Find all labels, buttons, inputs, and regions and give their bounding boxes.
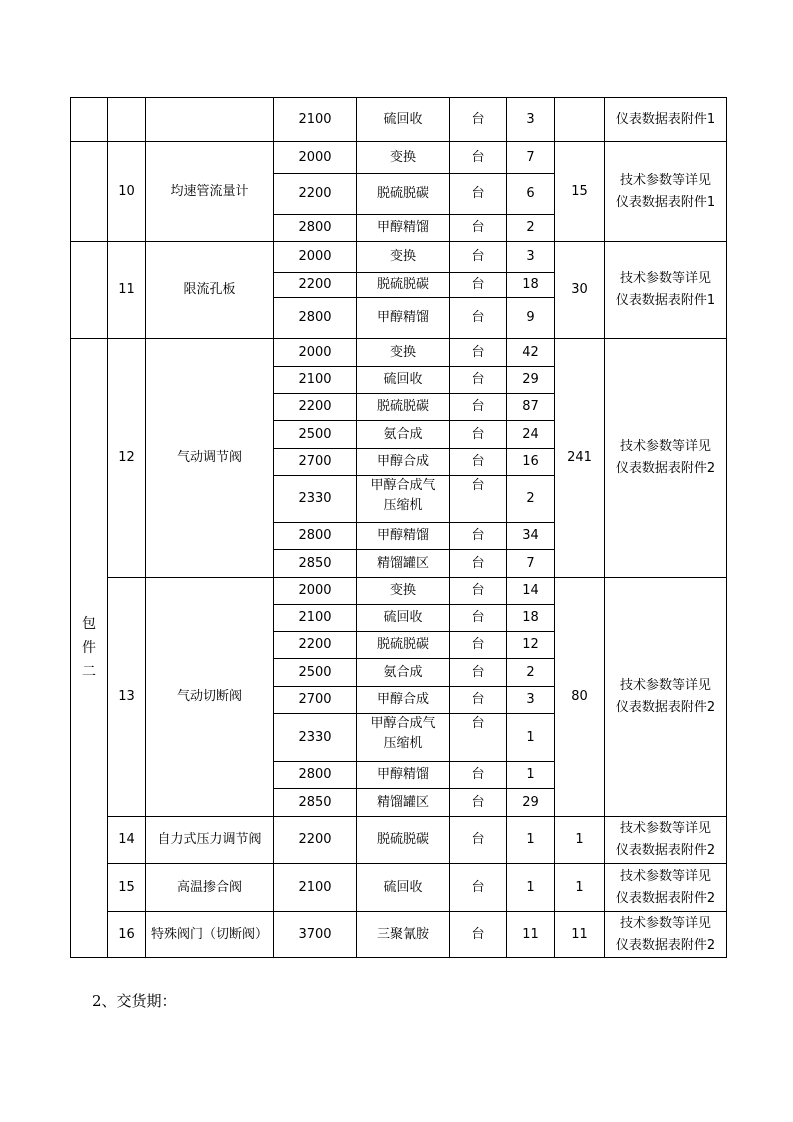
remark: 技术参数等详见 仪表数据表附件1 — [605, 242, 727, 339]
quantity: 29 — [507, 367, 555, 394]
unit-code: 2000 — [274, 242, 357, 273]
unit-name: 变换 — [357, 242, 450, 273]
unit-code: 2200 — [274, 632, 357, 659]
unit-name: 氨合成 — [357, 659, 450, 687]
item-name: 气动切断阀 — [146, 578, 274, 817]
unit-code: 2800 — [274, 215, 357, 242]
unit-name: 脱硫脱碳 — [357, 273, 450, 298]
unit-code: 2000 — [274, 339, 357, 367]
remark: 技术参数等详见 仪表数据表附件2 — [605, 339, 727, 578]
measure-unit: 台 — [450, 339, 507, 367]
unit-name: 甲醇合成气 压缩机 — [357, 714, 450, 762]
quantity: 29 — [507, 789, 555, 817]
unit-code: 2100 — [274, 605, 357, 632]
measure-unit: 台 — [450, 215, 507, 242]
unit-code: 2200 — [274, 273, 357, 298]
unit-name: 甲醇精馏 — [357, 523, 450, 550]
measure-unit: 台 — [450, 523, 507, 550]
measure-unit: 台 — [450, 394, 507, 421]
unit-name: 三聚氰胺 — [357, 912, 450, 958]
total-quantity: 11 — [555, 912, 605, 958]
remark: 技术参数等详见 仪表数据表附件2 — [605, 864, 727, 912]
quantity: 2 — [507, 215, 555, 242]
unit-name: 精馏罐区 — [357, 789, 450, 817]
package-cell-blank — [71, 98, 108, 142]
unit-name: 氨合成 — [357, 421, 450, 449]
unit-name: 甲醇精馏 — [357, 762, 450, 789]
quantity: 2 — [507, 659, 555, 687]
item-number: 12 — [108, 339, 146, 578]
unit-code: 3700 — [274, 912, 357, 958]
unit-code: 2700 — [274, 449, 357, 476]
quantity: 1 — [507, 762, 555, 789]
unit-name: 甲醇合成 — [357, 687, 450, 714]
quantity: 12 — [507, 632, 555, 659]
unit-code: 2700 — [274, 687, 357, 714]
unit-code: 2100 — [274, 367, 357, 394]
unit-name: 变换 — [357, 142, 450, 174]
remark: 技术参数等详见 仪表数据表附件2 — [605, 578, 727, 817]
measure-unit: 台 — [450, 864, 507, 912]
table-row — [71, 142, 727, 174]
unit-code: 2800 — [274, 762, 357, 789]
quantity: 34 — [507, 523, 555, 550]
quantity: 7 — [507, 142, 555, 174]
table-row — [71, 817, 727, 864]
item-name: 气动调节阀 — [146, 339, 274, 578]
unit-name: 甲醇精馏 — [357, 298, 450, 339]
measure-unit: 台 — [450, 449, 507, 476]
measure-unit: 台 — [450, 912, 507, 958]
quantity: 1 — [507, 714, 555, 762]
measure-unit: 台 — [450, 298, 507, 339]
unit-name: 精馏罐区 — [357, 550, 450, 578]
measure-unit: 台 — [450, 762, 507, 789]
measure-unit: 台 — [450, 367, 507, 394]
item-number: 10 — [108, 142, 146, 242]
table-row — [71, 242, 727, 273]
table-row — [71, 98, 727, 142]
unit-code: 2200 — [274, 174, 357, 215]
quantity: 3 — [507, 242, 555, 273]
total-quantity — [555, 98, 605, 142]
measure-unit: 台 — [450, 476, 507, 523]
unit-name: 变换 — [357, 339, 450, 367]
measure-unit: 台 — [450, 659, 507, 687]
total-quantity: 15 — [555, 142, 605, 242]
quantity: 87 — [507, 394, 555, 421]
measure-unit: 台 — [450, 174, 507, 215]
unit-code: 2800 — [274, 298, 357, 339]
unit-name: 脱硫脱碳 — [357, 394, 450, 421]
item-name: 限流孔板 — [146, 242, 274, 339]
unit-name: 甲醇合成气 压缩机 — [357, 476, 450, 523]
measure-unit: 台 — [450, 578, 507, 605]
measure-unit: 台 — [450, 550, 507, 578]
measure-unit: 台 — [450, 98, 507, 142]
unit-name: 甲醇合成 — [357, 449, 450, 476]
item-name: 均速管流量计 — [146, 142, 274, 242]
measure-unit: 台 — [450, 605, 507, 632]
equipment-table — [70, 97, 727, 958]
unit-code: 2200 — [274, 817, 357, 864]
quantity: 24 — [507, 421, 555, 449]
item-name: 自力式压力调节阀 — [146, 817, 274, 864]
unit-name: 硫回收 — [357, 98, 450, 142]
item-number: 14 — [108, 817, 146, 864]
unit-name: 脱硫脱碳 — [357, 817, 450, 864]
unit-code: 2100 — [274, 98, 357, 142]
measure-unit: 台 — [450, 273, 507, 298]
package-cell-blank — [71, 242, 108, 339]
delivery-heading: 2、交货期： — [92, 992, 177, 1010]
total-quantity: 1 — [555, 864, 605, 912]
package-cell-blank — [71, 142, 108, 242]
quantity: 1 — [507, 864, 555, 912]
quantity: 14 — [507, 578, 555, 605]
item-number: 15 — [108, 864, 146, 912]
remark: 技术参数等详见 仪表数据表附件2 — [605, 817, 727, 864]
unit-name: 变换 — [357, 578, 450, 605]
quantity: 9 — [507, 298, 555, 339]
total-quantity: 241 — [555, 339, 605, 578]
unit-name: 硫回收 — [357, 605, 450, 632]
quantity: 6 — [507, 174, 555, 215]
measure-unit: 台 — [450, 789, 507, 817]
measure-unit: 台 — [450, 421, 507, 449]
quantity: 11 — [507, 912, 555, 958]
total-quantity: 30 — [555, 242, 605, 339]
unit-code: 2330 — [274, 714, 357, 762]
quantity: 42 — [507, 339, 555, 367]
unit-name: 脱硫脱碳 — [357, 632, 450, 659]
item-name: 特殊阀门（切断阀） — [146, 912, 274, 958]
remark: 技术参数等详见 仪表数据表附件2 — [605, 912, 727, 958]
total-quantity: 80 — [555, 578, 605, 817]
quantity: 18 — [507, 605, 555, 632]
table-row — [71, 864, 727, 912]
remark: 仪表数据表附件1 — [605, 98, 727, 142]
item-number: 16 — [108, 912, 146, 958]
measure-unit: 台 — [450, 242, 507, 273]
unit-name: 甲醇精馏 — [357, 215, 450, 242]
table-row — [71, 339, 727, 367]
quantity: 3 — [507, 687, 555, 714]
quantity: 7 — [507, 550, 555, 578]
package-label: 包 件 二 — [71, 339, 108, 958]
item-number: 11 — [108, 242, 146, 339]
unit-name: 硫回收 — [357, 864, 450, 912]
remark: 技术参数等详见 仪表数据表附件1 — [605, 142, 727, 242]
item-name: 高温掺合阀 — [146, 864, 274, 912]
unit-code: 2000 — [274, 142, 357, 174]
measure-unit: 台 — [450, 142, 507, 174]
measure-unit: 台 — [450, 714, 507, 762]
item-name — [146, 98, 274, 142]
unit-name: 硫回收 — [357, 367, 450, 394]
total-quantity: 1 — [555, 817, 605, 864]
quantity: 18 — [507, 273, 555, 298]
item-number — [108, 98, 146, 142]
unit-code: 2500 — [274, 659, 357, 687]
unit-code: 2500 — [274, 421, 357, 449]
unit-code: 2850 — [274, 789, 357, 817]
quantity: 1 — [507, 817, 555, 864]
unit-code: 2200 — [274, 394, 357, 421]
item-number: 13 — [108, 578, 146, 817]
unit-code: 2100 — [274, 864, 357, 912]
quantity: 16 — [507, 449, 555, 476]
quantity: 3 — [507, 98, 555, 142]
unit-code: 2000 — [274, 578, 357, 605]
table-row — [71, 578, 727, 605]
measure-unit: 台 — [450, 632, 507, 659]
measure-unit: 台 — [450, 817, 507, 864]
unit-name: 脱硫脱碳 — [357, 174, 450, 215]
measure-unit: 台 — [450, 687, 507, 714]
unit-code: 2330 — [274, 476, 357, 523]
quantity: 2 — [507, 476, 555, 523]
table-row — [71, 912, 727, 958]
unit-code: 2850 — [274, 550, 357, 578]
unit-code: 2800 — [274, 523, 357, 550]
